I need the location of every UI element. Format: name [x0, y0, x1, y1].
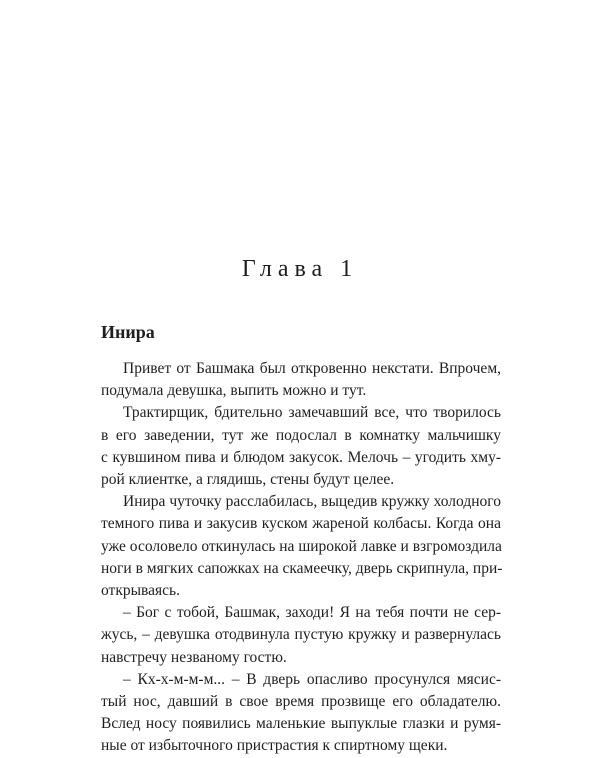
body-text	[101, 358, 501, 758]
text-line: открываясь.	[101, 582, 180, 600]
text-line: Вслед носу появились маленькие выпуклые глазки и румя-	[101, 715, 501, 733]
text-line: подумала девушка, выпить можно и тут.	[101, 382, 367, 400]
text-line: уже осоловело откинулась на широкой лавке и взгромоздила	[101, 537, 502, 555]
text-line: рой клиентке, а глядишь, стены будут целее.	[101, 471, 395, 489]
text-line: с кувшином пива и блюдом закусок. Мелочь – угодить хму-	[101, 448, 501, 466]
text-line: Привет от Башмака был откровенно некстати. Впрочем,	[123, 360, 501, 377]
text-line: ноги в мягких сапожках на скамеечку, дверь скрипнула, при-	[101, 559, 503, 577]
text-line: ные от избыточного пристрастия к спиртному щеки.	[101, 737, 448, 755]
text-line: жусь, – девушка отодвинула пустую кружку и развернулась	[101, 626, 501, 644]
text-line: тый нос, давший в свое время прозвище его обладателю.	[101, 693, 501, 711]
chapter-title: Глава 1	[241, 256, 359, 282]
text-line: – Бог с тобой, Башмак, заходи! Я на тебя почти не сер-	[123, 604, 501, 622]
text-line: в его заведении, тут же подослал в комнатку мальчишку	[101, 426, 501, 444]
text-line: Трактирщик, бдительно замечавший все, что творилось	[123, 404, 501, 422]
text-line: навстречу незваному гостю.	[101, 648, 287, 666]
section-heading: Инира	[101, 322, 155, 342]
text-line: – Кх-х-м-м-м... – В дверь опасливо просунулся мясис-	[123, 670, 501, 688]
text-line: Инира чуточку расслабилась, выцедив кружку холодного	[123, 493, 501, 511]
text-line: темного пива и закусив куском жареной колбасы. Когда она	[101, 515, 501, 533]
